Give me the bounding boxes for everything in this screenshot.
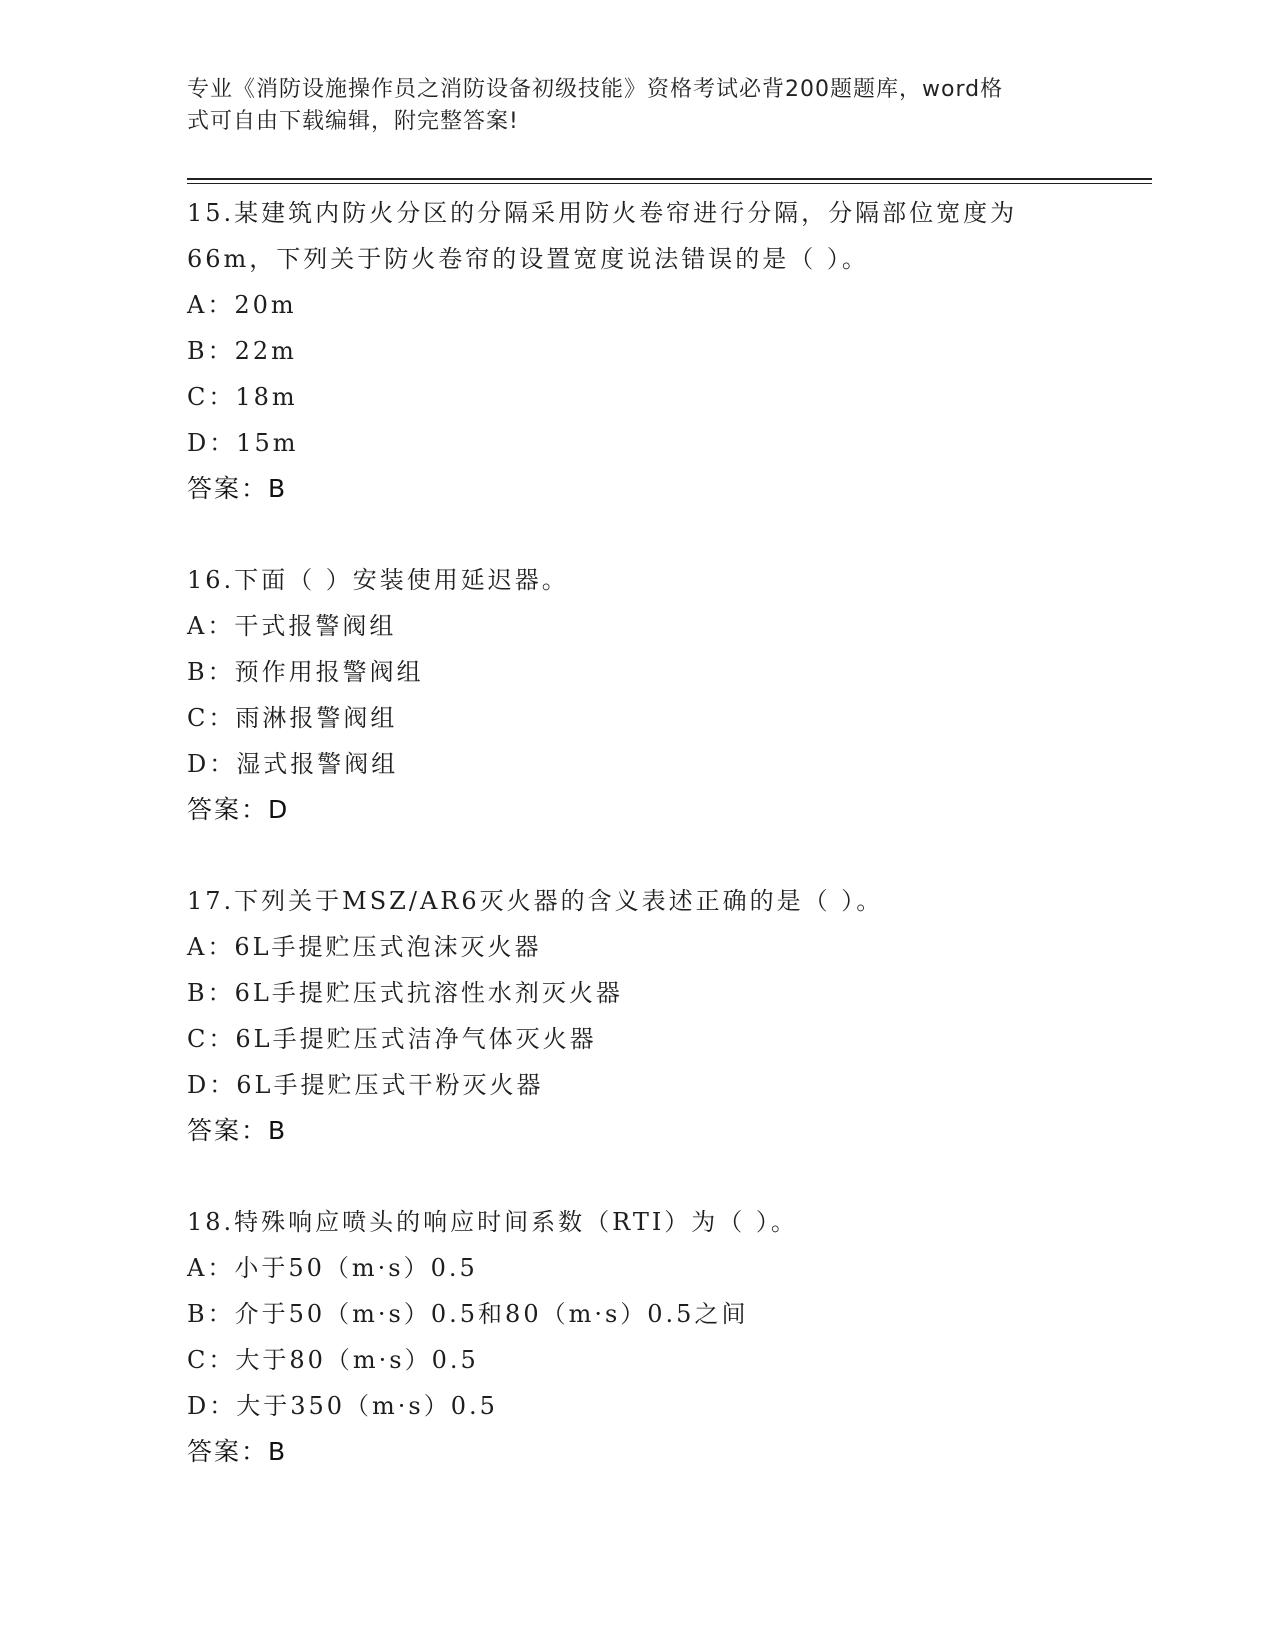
answer-line: 答案：B — [187, 1437, 288, 1466]
option-d: D：15m — [187, 429, 299, 457]
option-a: A：6L手提贮压式泡沫灭火器 — [187, 933, 542, 961]
option-d: D：大于350（m·s）0.5 — [187, 1392, 498, 1420]
header-divider-thin — [187, 183, 1152, 184]
answer-line: 答案：B — [187, 474, 288, 503]
question-18 — [187, 1199, 1087, 1475]
answer-line: 答案：D — [187, 795, 290, 824]
option-a: A：小于50（m·s）0.5 — [187, 1254, 478, 1282]
question-stem-line: 17.下列关于MSZ/AR6灭火器的含义表述正确的是（ ）。 — [187, 887, 884, 915]
option-a: A：20m — [187, 291, 297, 319]
question-17 — [187, 878, 1087, 1154]
option-d: D：6L手提贮压式干粉灭火器 — [187, 1071, 544, 1099]
question-stem-line: 15.某建筑内防火分区的分隔采用防火卷帘进行分隔，分隔部位宽度为 — [187, 199, 1018, 227]
header-divider-thick — [187, 178, 1152, 180]
option-c: C：大于80（m·s）0.5 — [187, 1346, 479, 1374]
option-c: C：雨淋报警阀组 — [187, 704, 398, 732]
question-list — [187, 190, 1087, 1520]
question-stem-line: 18.特殊响应喷头的响应时间系数（RTI）为（ ）。 — [187, 1208, 798, 1236]
option-b: B：介于50（m·s）0.5和80（m·s）0.5之间 — [187, 1300, 749, 1328]
option-b: B：6L手提贮压式抗溶性水剂灭火器 — [187, 979, 623, 1007]
option-b: B：预作用报警阀组 — [187, 658, 424, 686]
document-header — [187, 74, 1087, 138]
answer-line: 答案：B — [187, 1116, 288, 1145]
question-15 — [187, 190, 1087, 512]
option-c: C：6L手提贮压式洁净气体灭火器 — [187, 1025, 597, 1053]
option-b: B：22m — [187, 337, 297, 365]
option-c: C：18m — [187, 383, 298, 411]
header-line-2: 式可自由下载编辑，附完整答案! — [187, 109, 519, 134]
option-d: D：湿式报警阀组 — [187, 750, 399, 778]
question-16 — [187, 557, 1087, 833]
question-stem-line: 16.下面（ ）安装使用延迟器。 — [187, 566, 569, 594]
option-a: A：干式报警阀组 — [187, 612, 397, 640]
question-stem-line: 66m，下列关于防火卷帘的设置宽度说法错误的是（ ）。 — [187, 245, 869, 273]
header-line-1: 专业《消防设施操作员之消防设备初级技能》资格考试必背200题题库，word格 — [187, 77, 1004, 102]
